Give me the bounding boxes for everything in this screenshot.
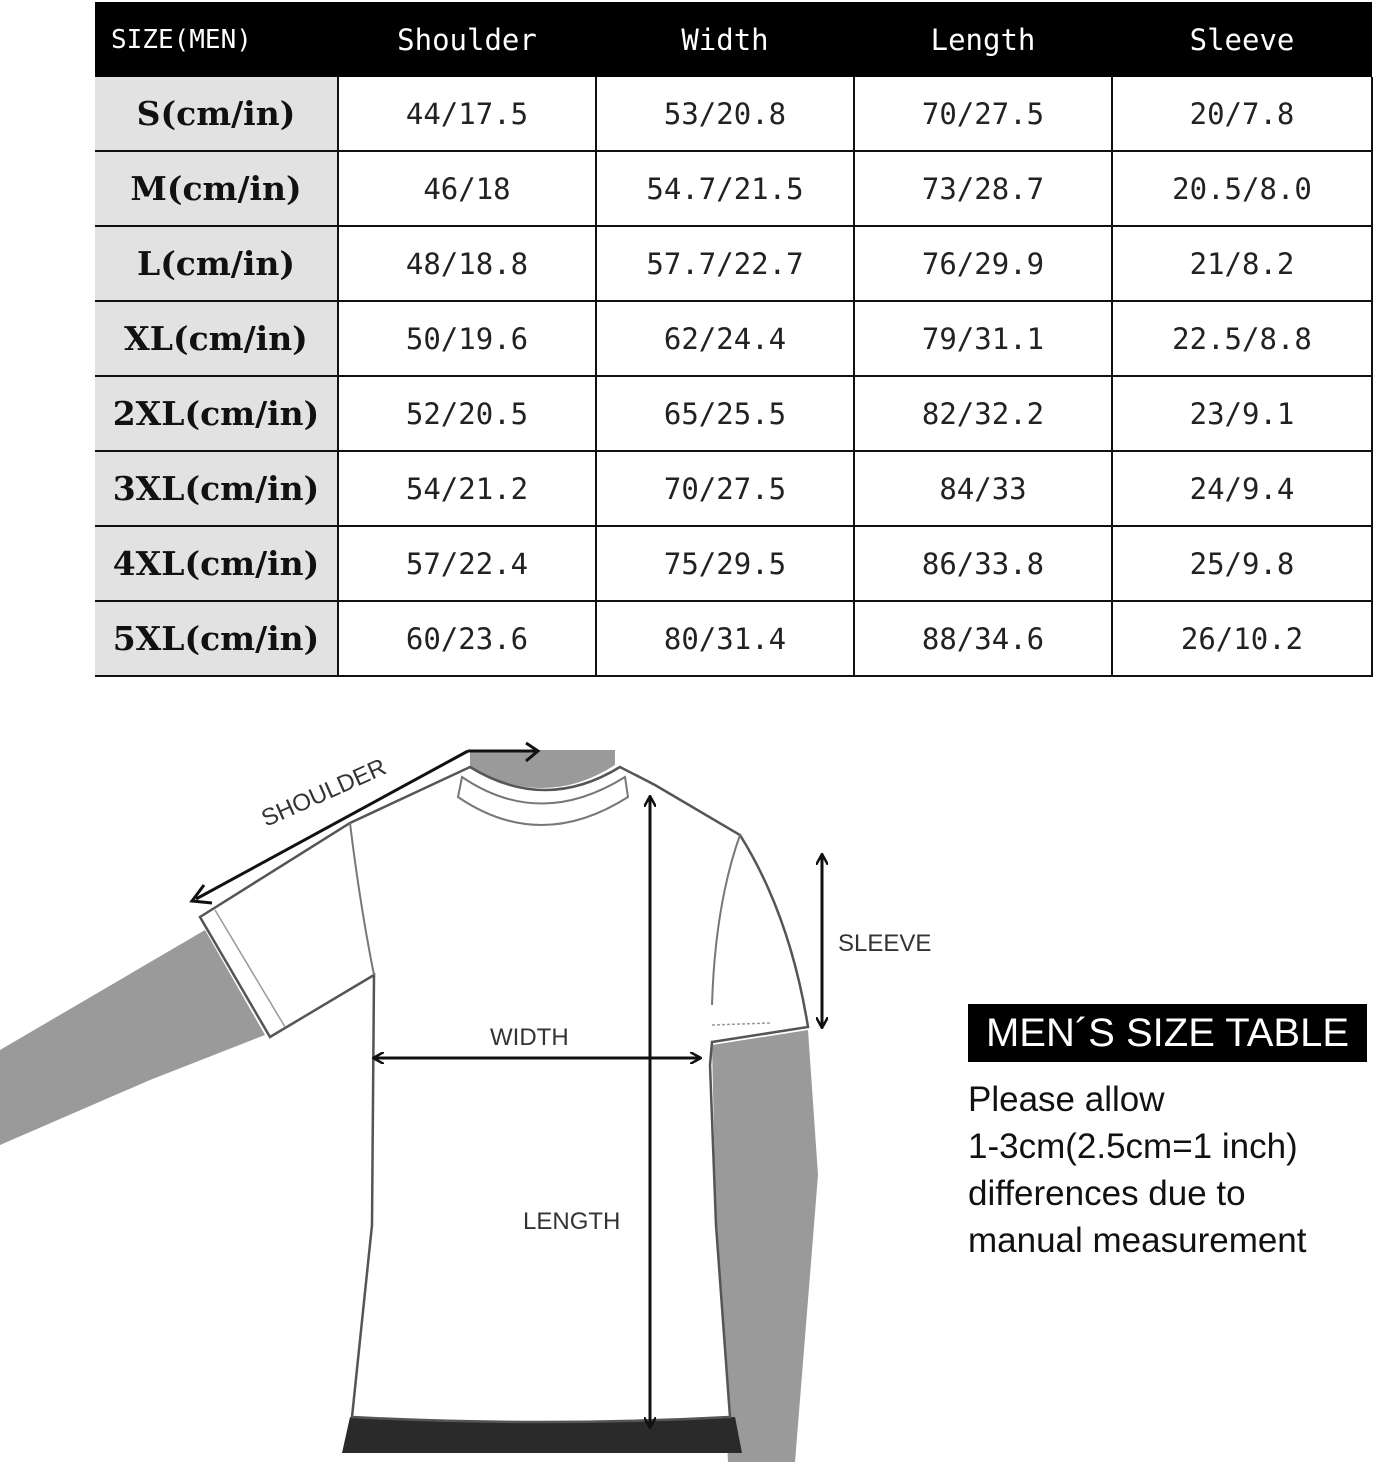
shoulder-cell: 57/22.4 — [338, 526, 596, 601]
table-row — [95, 451, 1372, 526]
width-cell: 62/24.4 — [596, 301, 854, 376]
shoulder-cell: 52/20.5 — [338, 376, 596, 451]
size-cell: S(cm/in) — [95, 77, 338, 151]
caption-line: Please allow — [968, 1080, 1165, 1119]
width-cell: 75/29.5 — [596, 526, 854, 601]
caption-line: manual measurement — [968, 1221, 1307, 1260]
sleeve-cell: 23/9.1 — [1112, 376, 1372, 451]
sleeve-cell: 20/7.8 — [1112, 77, 1372, 151]
table-row — [95, 601, 1372, 676]
width-label: WIDTH — [490, 1024, 569, 1051]
size-table-title: MEN´S SIZE TABLE — [968, 1004, 1367, 1062]
size-cell: XL(cm/in) — [95, 301, 338, 376]
caption-line: differences due to — [968, 1174, 1246, 1213]
length-cell: 84/33 — [854, 451, 1112, 526]
shoulder-cell: 60/23.6 — [338, 601, 596, 676]
length-cell: 73/28.7 — [854, 151, 1112, 226]
shoulder-cell: 46/18 — [338, 151, 596, 226]
length-label: LENGTH — [523, 1208, 621, 1235]
width-cell: 54.7/21.5 — [596, 151, 854, 226]
size-cell: 3XL(cm/in) — [95, 451, 338, 526]
sleeve-cell: 21/8.2 — [1112, 226, 1372, 301]
shoulder-cell: 54/21.2 — [338, 451, 596, 526]
table-row — [95, 301, 1372, 376]
size-cell: 5XL(cm/in) — [95, 601, 338, 676]
shoulder-cell: 44/17.5 — [338, 77, 596, 151]
length-cell: 86/33.8 — [854, 526, 1112, 601]
width-cell: 65/25.5 — [596, 376, 854, 451]
sleeve-cell: 26/10.2 — [1112, 601, 1372, 676]
size-cell: 2XL(cm/in) — [95, 376, 338, 451]
header-shoulder: Shoulder — [338, 2, 596, 77]
size-cell: 4XL(cm/in) — [95, 526, 338, 601]
header-sleeve: Sleeve — [1112, 2, 1372, 77]
width-cell: 57.7/22.7 — [596, 226, 854, 301]
length-cell: 88/34.6 — [854, 601, 1112, 676]
table-header-row — [95, 2, 1372, 77]
sleeve-cell: 24/9.4 — [1112, 451, 1372, 526]
table-row — [95, 77, 1372, 151]
header-length: Length — [854, 2, 1112, 77]
header-width: Width — [596, 2, 854, 77]
length-cell: 79/31.1 — [854, 301, 1112, 376]
width-cell: 53/20.8 — [596, 77, 854, 151]
table-row — [95, 526, 1372, 601]
size-cell: L(cm/in) — [95, 226, 338, 301]
sleeve-cell: 22.5/8.8 — [1112, 301, 1372, 376]
size-cell: M(cm/in) — [95, 151, 338, 226]
length-cell: 82/32.2 — [854, 376, 1112, 451]
length-cell: 76/29.9 — [854, 226, 1112, 301]
shoulder-label: SHOULDER — [257, 753, 391, 833]
table-row — [95, 226, 1372, 301]
caption-line: 1-3cm(2.5cm=1 inch) — [968, 1127, 1298, 1166]
tshirt-measurement-diagram — [0, 705, 960, 1462]
table-row — [95, 151, 1372, 226]
header-size: SIZE(MEN) — [95, 2, 338, 77]
size-table — [95, 2, 1373, 677]
shoulder-cell: 50/19.6 — [338, 301, 596, 376]
shoulder-cell: 48/18.8 — [338, 226, 596, 301]
width-cell: 70/27.5 — [596, 451, 854, 526]
width-cell: 80/31.4 — [596, 601, 854, 676]
length-cell: 70/27.5 — [854, 77, 1112, 151]
sleeve-cell: 25/9.8 — [1112, 526, 1372, 601]
shoulder-arrowhead-left — [192, 885, 212, 903]
table-row — [95, 376, 1372, 451]
sleeve-cell: 20.5/8.0 — [1112, 151, 1372, 226]
sleeve-label: SLEEVE — [838, 930, 932, 957]
